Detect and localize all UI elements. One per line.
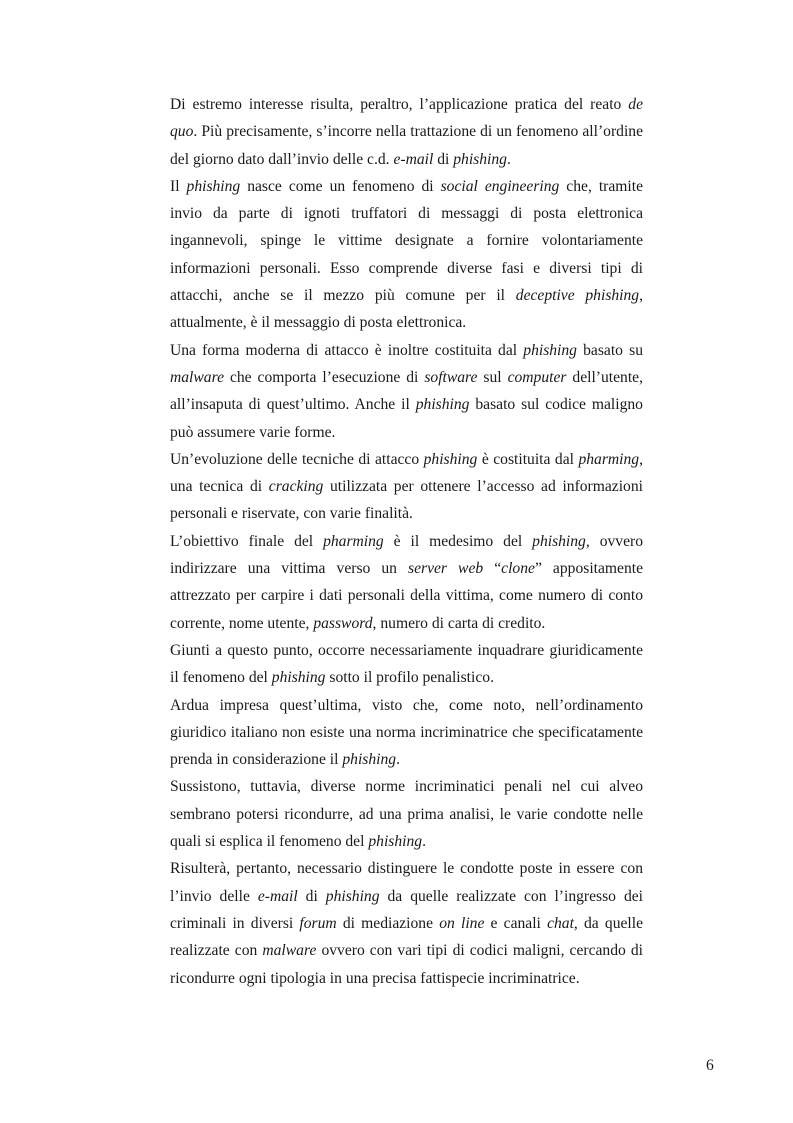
text-run: che, tramite invio da parte di ignoti truffatori di messaggi di posta elettronica ingannevoli, spinge le vittime designate a fornire volontariamente informazioni personali. Esso comprende diverse fasi e diversi tipi di attacchi, anche se il mezzo più comune per il: [170, 177, 643, 305]
text-run: Risulterà, pertanto, necessario distinguere le condotte poste in essere con l’invio delle: [170, 860, 643, 905]
text-run: Ardua impresa quest’ultima, visto che, come noto, nell’ordinamento giuridico italiano non esiste una norma incriminatrice che specificatamente prenda in considerazione il: [170, 696, 643, 769]
italic-term: on line: [439, 914, 485, 932]
italic-term: phishing: [523, 341, 577, 359]
paragraph: [170, 637, 643, 692]
paragraph: [170, 692, 643, 774]
italic-term: computer: [507, 368, 567, 386]
text-run: Il: [170, 177, 187, 195]
italic-term: phishing: [368, 833, 423, 851]
italic-term: e-mail: [257, 887, 298, 905]
text-run: sotto il profilo penalistico.: [325, 669, 494, 687]
text-run: sul: [477, 368, 508, 386]
italic-term: phishing: [532, 532, 586, 550]
paragraph: [170, 773, 643, 855]
text-run: che comporta l’esecuzione di: [224, 368, 425, 386]
text-run: basato su: [576, 341, 643, 359]
italic-term: deceptive phishing: [515, 287, 640, 305]
text-run: di mediazione: [336, 914, 440, 932]
text-run: . Più precisamente, s’incorre nella trattazione di un fenomeno all’ordine del giorno dato dall’invio delle c.d.: [170, 123, 643, 168]
text-run: nasce come un fenomeno di: [240, 177, 441, 195]
italic-term: malware: [170, 368, 224, 386]
italic-term: phishing: [186, 177, 241, 195]
italic-term: phishing: [325, 887, 380, 905]
text-run: , numero di carta di credito.: [372, 614, 546, 632]
italic-term: phishing: [423, 450, 478, 468]
paragraph: [170, 91, 643, 173]
body-text: [170, 91, 643, 992]
text-run: Di estremo interesse risulta, peraltro, l’applicazione pratica del reato: [170, 96, 629, 113]
text-run: .: [396, 751, 400, 769]
italic-term: phishing: [271, 669, 326, 687]
text-run: “: [483, 560, 502, 578]
paragraph: [170, 337, 643, 446]
text-run: di: [297, 887, 326, 905]
text-run: Giunti a questo punto, occorre necessariamente inquadrare giuridicamente il fenomeno del: [170, 641, 643, 687]
text-run: , attualmente, è il messaggio di posta elettronica.: [170, 287, 644, 332]
text-run: Un’evoluzione delle tecniche di attacco: [170, 450, 424, 468]
text-run: , da quelle realizzate con: [170, 914, 643, 960]
text-run: ” appositamente attrezzato per carpire i dati personali della vittima, come numero di conto corrente, nome utente,: [170, 560, 644, 632]
italic-term: phishing: [453, 150, 507, 168]
italic-term: password: [313, 614, 373, 632]
paragraph: [170, 528, 643, 637]
text-run: di: [433, 150, 454, 168]
italic-term: de quo: [170, 96, 643, 141]
paragraph: [170, 446, 643, 528]
page-number: 6: [706, 1057, 714, 1074]
text-run: e canali: [484, 914, 548, 932]
text-run: L’obiettivo finale del: [170, 532, 324, 550]
italic-term: pharming: [323, 532, 384, 550]
italic-term: server web: [408, 560, 484, 578]
text-run: , ovvero indirizzare una vittima verso un: [170, 532, 643, 578]
italic-term: cracking: [268, 478, 324, 496]
italic-term: software: [424, 368, 478, 386]
text-run: da quelle realizzate con l’ingresso dei criminali in diversi: [170, 887, 643, 932]
paragraph: [170, 173, 643, 337]
text-run: , una tecnica di: [170, 450, 643, 496]
italic-term: chat: [547, 914, 574, 932]
text-run: ovvero con vari tipi di codici maligni, cercando di ricondurre ogni tipologia in una precisa fattispecie incriminatrice.: [170, 942, 644, 987]
italic-term: malware: [262, 942, 317, 960]
text-run: basato sul codice maligno può assumere varie forme.: [170, 396, 643, 441]
text-run: Una forma moderna di attacco è inoltre costituita dal: [170, 341, 524, 359]
text-run: è costituita dal: [477, 450, 579, 468]
italic-term: pharming: [578, 450, 640, 468]
italic-term: clone: [501, 560, 535, 578]
italic-term: social engineering: [440, 177, 560, 195]
text-run: utilizzata per ottenere l’accesso ad informazioni personali e riservate, con varie finalità.: [170, 478, 643, 523]
text-run: è il medesimo del: [383, 532, 533, 550]
italic-term: phishing: [342, 751, 397, 769]
italic-term: e-mail: [393, 150, 434, 168]
text-run: .: [422, 833, 426, 851]
paragraph: [170, 855, 643, 991]
text-run: Sussistono, tuttavia, diverse norme incriminatici penali nel cui alveo sembrano potersi ricondurre, ad una prima analisi, le varie condotte nelle quali si esplica il fenomeno del: [170, 778, 643, 851]
text-run: .: [506, 150, 511, 168]
text-run: dell’utente, all’insaputa di quest’ultimo. Anche il: [170, 368, 643, 414]
italic-term: phishing: [415, 396, 470, 414]
italic-term: forum: [299, 914, 337, 932]
